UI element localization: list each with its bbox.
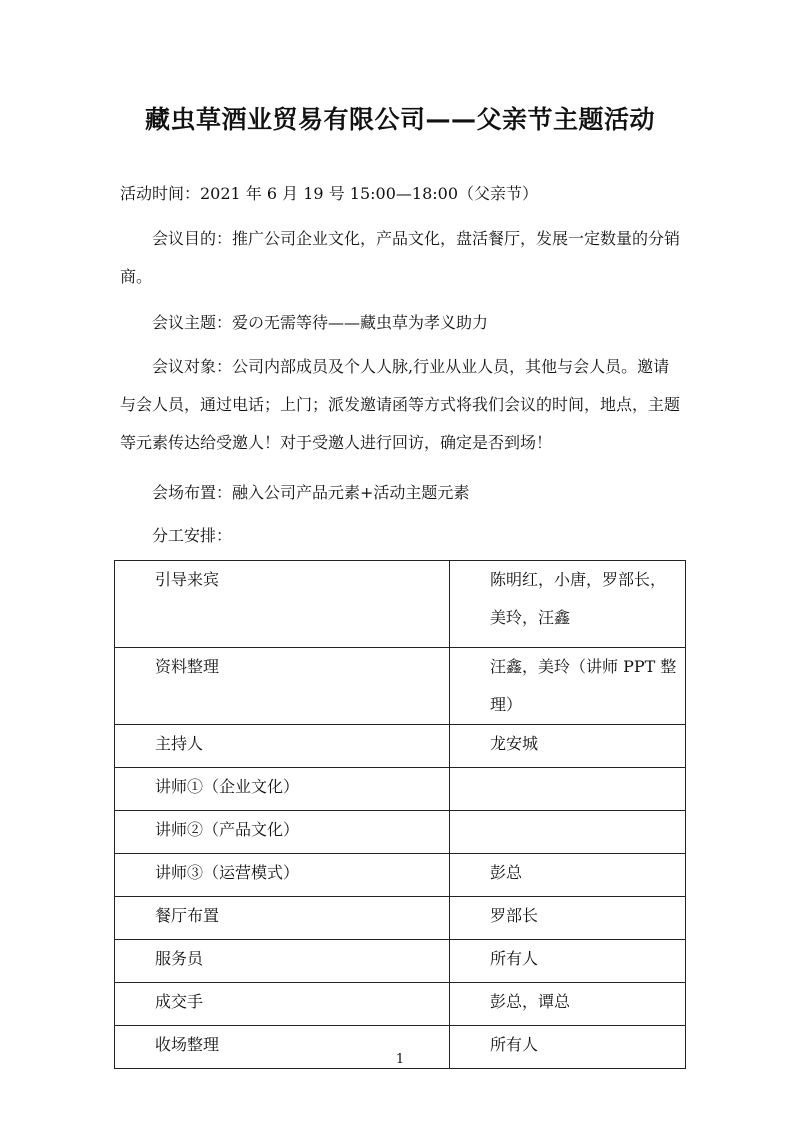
people-cell: 所有人: [450, 1026, 686, 1069]
people-cell: 彭总，谭总: [450, 983, 686, 1026]
people-cell: 罗部长: [450, 897, 686, 940]
task-cell: 服务员: [115, 940, 450, 983]
table-row: [115, 897, 686, 940]
people-cell: 龙安城: [450, 725, 686, 768]
division-heading: 分工安排：: [152, 526, 233, 545]
people-cell: 汪鑫，美玲（讲师 PPT 整理）: [450, 648, 686, 725]
assignment-table: [114, 560, 686, 1069]
task-cell: 餐厅布置: [115, 897, 450, 940]
meeting-audience: 会议对象：公司内部成员及个人人脉,行业从业人员，其他与会人员。邀请与会人员，通过电话；上门；派发邀请函等方式将我们会议的时间，地点，主题等元素传达给受邀人！对于受邀人进行回访，确定是否到场！: [120, 357, 681, 452]
event-time: 活动时间：2021 年 6 月 19 号 15:00—18:00（父亲节）: [120, 184, 538, 203]
people-cell: 所有人: [450, 940, 686, 983]
task-cell: 主持人: [115, 725, 450, 768]
table-row: [115, 561, 686, 648]
task-cell: 收场整理: [115, 1026, 450, 1069]
table-row: [115, 983, 686, 1026]
meeting-theme: 会议主题：爱の无需等待——藏虫草为孝义助力: [152, 313, 489, 332]
task-cell: 成交手: [115, 983, 450, 1026]
meeting-purpose: 会议目的：推广公司企业文化，产品文化，盘活餐厅，发展一定数量的分销商。: [120, 229, 681, 286]
table-row: [115, 940, 686, 983]
task-cell: 资料整理: [115, 648, 450, 725]
task-cell: 讲师③（运营模式）: [115, 854, 450, 897]
table-row: [115, 768, 686, 811]
table-row: [115, 854, 686, 897]
table-row: [115, 725, 686, 768]
people-cell: [450, 811, 686, 854]
people-cell: [450, 768, 686, 811]
task-cell: 引导来宾: [115, 561, 450, 648]
table-row: [115, 811, 686, 854]
task-cell: 讲师②（产品文化）: [115, 811, 450, 854]
table-row: [115, 648, 686, 725]
people-cell: 彭总: [450, 854, 686, 897]
document-title: 藏虫草酒业贸易有限公司——父亲节主题活动: [144, 105, 655, 134]
page-number: 1: [395, 1052, 405, 1067]
task-cell: 讲师①（企业文化）: [115, 768, 450, 811]
people-cell: 陈明红，小唐，罗部长，美玲，汪鑫: [450, 561, 686, 648]
venue-setup: 会场布置：融入公司产品元素+活动主题元素: [152, 483, 470, 502]
